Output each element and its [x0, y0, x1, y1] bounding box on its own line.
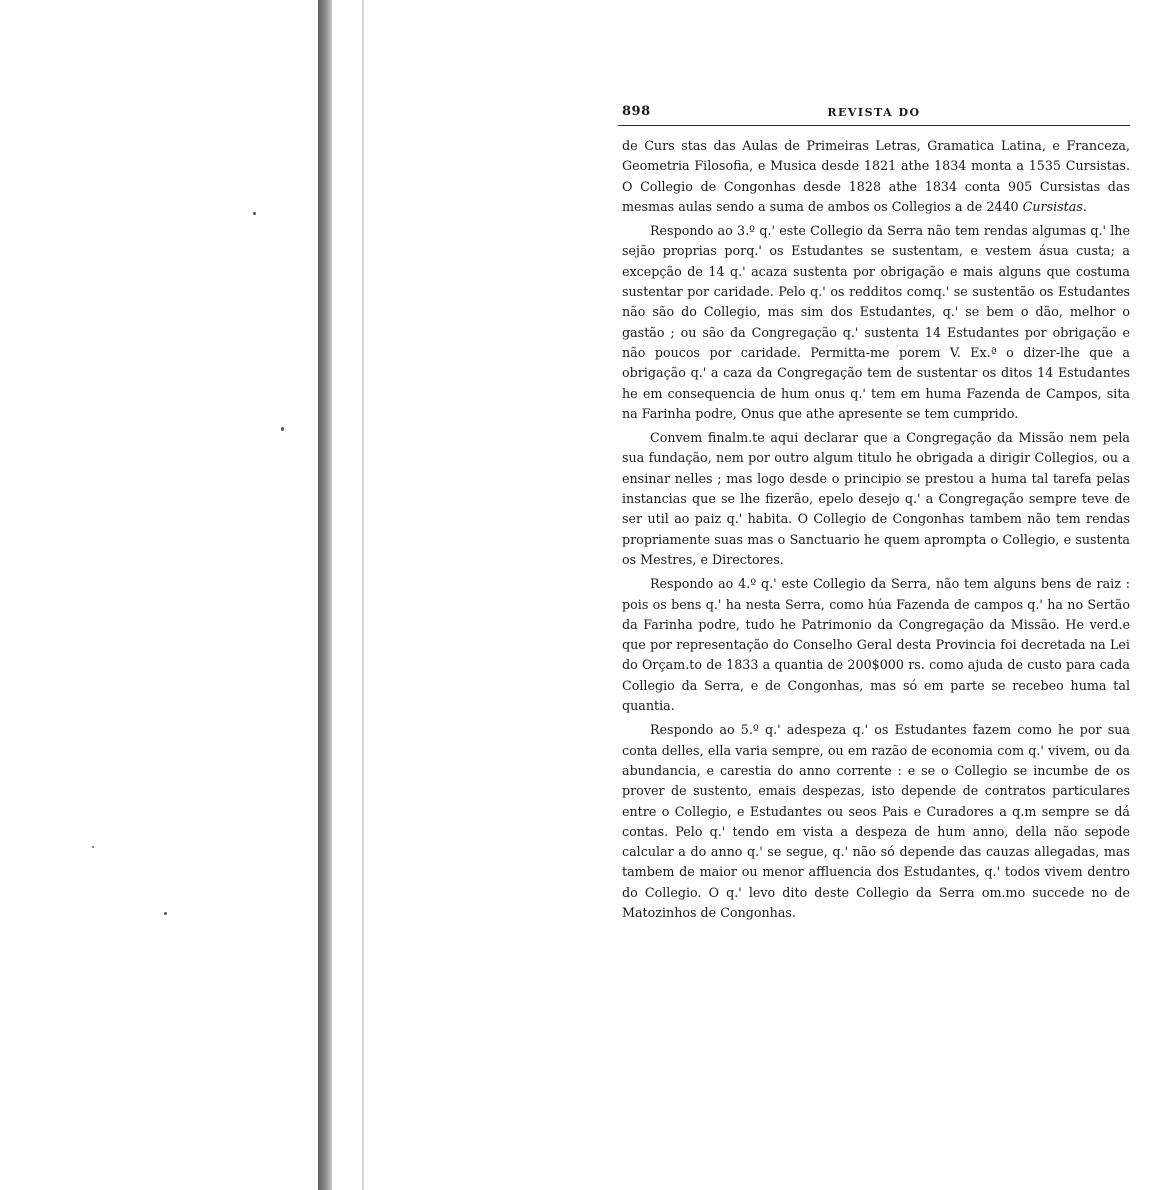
paragraph-2: Respondo ao 3.º q.' este Collegio da Serra não tem rendas algumas q.' lhe sejão proprias porq.' os Estudantes se sustentam, e vestem ásua custa; a excepção de 14 q.' acaza sustenta por obrigação e mais alguns que costuma sustentar por caridade. Pelo q.' os redditos comq.' se sustentão os Estudantes não são do Collegio, mas sim dos Estudantes, q.' se bem o dão, melhor o gastão ; ou são da Congregação q.' sustenta 14 Estudantes por obrigação e não poucos por caridade. Permitta-me porem V. Ex.ª o dizer-lhe que a obrigação q.' a caza da Congregação tem de sustentar os ditos 14 Estudantes he em consequencia de hum onus q.' tem em huma Fazenda de Campos, sita na Farinha podre, Onus que athe apresente se tem cumprido.	[622, 223, 1130, 421]
gutter-edge	[362, 0, 364, 1190]
paragraph-5: Respondo ao 5.º q.' adespeza q.' os Estudantes fazem como he por sua conta delles, ella varia sempre, ou em razão de economia com q.' vivem, ou da abundancia, e carestia do anno corrente : e se o Collegio se incumbe de os prover de sustento, emais despezas, isto depende de contratos particulares entre o Collegio, e Estudantes ou seos Pais e Curadores a q.m sempre se dá contas. Pelo q.' tendo em vista a despeza de hum anno, della não sepode calcular a do anno q.' se segue, q.' não só depende das cauzas allegadas, mas tambem de maior ou menor affluencia dos Estudantes, q.' todos vivem dentro do Collegio. O q.' levo dito deste Collegio da Serra om.mo succede no de Matozinhos de Congonhas.	[622, 722, 1130, 920]
header-rule	[618, 125, 1130, 126]
paragraph-4: Respondo ao 4.º q.' este Collegio da Serra, não tem alguns bens de raiz : pois os bens q.' ha nesta Serra, como húa Fazenda de campos q.' ha no Sertão da Farinha podre, tudo he Patrimonio da Congregação da Missão. He verd.e que por representação do Conselho Geral desta Provincia foi decretada na Lei do Orçam.to de 1833 a quantia de 200$000 rs. como ajuda de custo para cada Collegio da Serra, e de Congonhas, mas só em parte se recebeo huma tal quantia.	[622, 576, 1130, 714]
page-number: 898	[622, 104, 651, 119]
paragraph-3: Convem finalm.te aqui declarar que a Congregação da Missão nem pela sua fundação, nem por outro algum titulo he obrigada a dirigir Collegios, ou a ensinar nelles ; mas logo desde o principio se prestou a huma tal tarefa pelas instancias que se lhe fizerão, epelo desejo q.' a Congregação sempre teve de ser util ao paiz q.' habita. O Collegio de Congonhas tambem não tem rendas propriamente suas mas o Sanctuario he quem aprompta o Collegio, e sustenta os Mestres, e Directores.	[622, 430, 1130, 567]
scan-speck	[164, 912, 167, 915]
page-gutter	[318, 0, 368, 1190]
gutter-shadow	[318, 0, 332, 1190]
paragraph-1	[622, 136, 1130, 217]
body-text	[618, 136, 1130, 923]
paragraph-1-italic: Cursistas.	[1022, 198, 1087, 214]
scan-speck	[92, 846, 94, 848]
page-header	[618, 100, 1130, 122]
book-page	[618, 100, 1130, 927]
scan-speck	[253, 212, 256, 215]
paragraph-1-text: de Curs stas das Aulas de Primeiras Letras, Gramatica Latina, e Franceza, Geometria Filosofia, e Musica desde 1821 athe 1834 monta a 1535 Cursistas. O Collegio de Congonhas desde 1828 athe 1834 conta 905 Cursistas das mesmas aulas sendo a suma de ambos os Collegios a de 2440	[622, 138, 1130, 214]
scan-speck	[281, 427, 284, 431]
running-head: REVISTA DO	[827, 106, 921, 119]
